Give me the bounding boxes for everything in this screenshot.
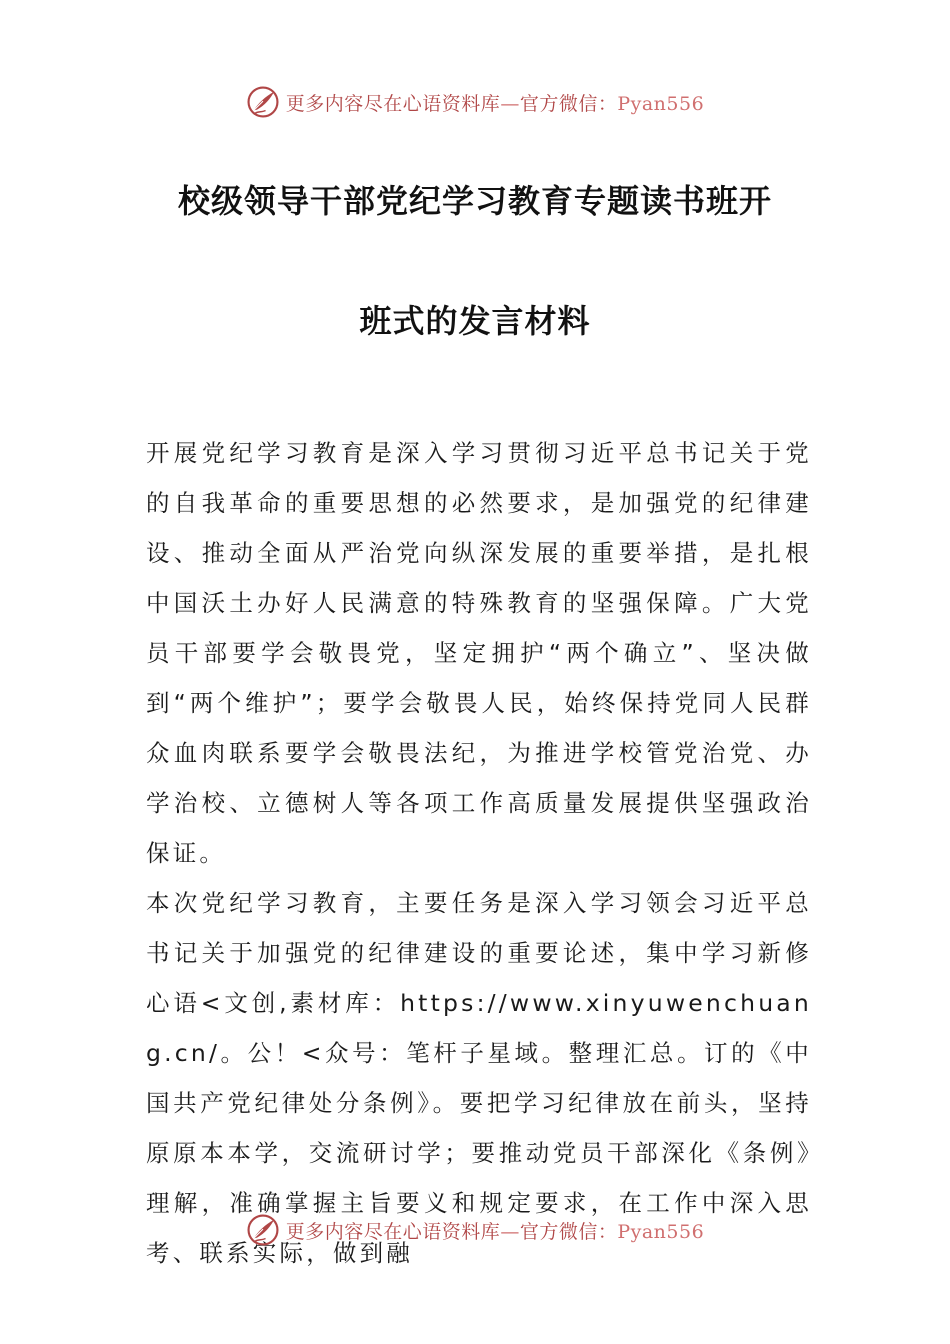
banner-contact-id: Pyan556 [617,1220,705,1243]
header-banner [0,82,950,122]
document-body [146,428,812,1278]
banner-contact-id: Pyan556 [617,92,705,115]
banner-text [286,89,704,116]
banner-contact-label: 官方微信： [519,1220,618,1243]
banner-text [286,1217,704,1244]
quill-pen-logo-icon [246,1213,280,1247]
banner-contact-label: 官方微信： [519,92,618,115]
paragraph-2: 本次党纪学习教育，主要任务是深入学习领会习近平总书记关于加强党的纪律建设的重要论述，集中学习新修心语<文创,素材库：https://www.xinyuwenchuang.cn/。公！<众号：笔杆子星域。整理汇总。订的《中国共产党纪律处分条例》。要把学习纪律放在前头，坚持原原本本学，交流研讨学；要推动党员干部深化《条例》理解，准确掌握主旨要义和规定要求，在工作中深入思考、联系实际，做到融 [146,889,812,1267]
banner-dash: — [500,1220,520,1243]
quill-pen-logo-icon [246,85,280,119]
document-title-line-2: 班式的发言材料 [359,302,591,340]
footer-banner [0,1210,950,1250]
banner-main-text: 更多内容尽在心语资料库 [285,92,501,115]
banner-dash: — [500,92,520,115]
document-title-line-1: 校级领导干部党纪学习教育专题读书班开 [177,182,772,220]
paragraph-1: 开展党纪学习教育是深入学习贯彻习近平总书记关于党的自我革命的重要思想的必然要求，是加强党的纪律建设、推动全面从严治党向纵深发展的重要举措，是扎根中国沃土办好人民满意的特殊教育的坚强保障。广大党员干部要学会敬畏党，坚定拥护“两个确立”、坚决做到“两个维护”；要学会敬畏人民，始终保持党同人民群众血肉联系要学会敬畏法纪，为推进学校管党治党、办学治校、立德树人等各项工作高质量发展提供坚强政治保证。 [146,439,812,867]
banner-main-text: 更多内容尽在心语资料库 [285,1220,501,1243]
